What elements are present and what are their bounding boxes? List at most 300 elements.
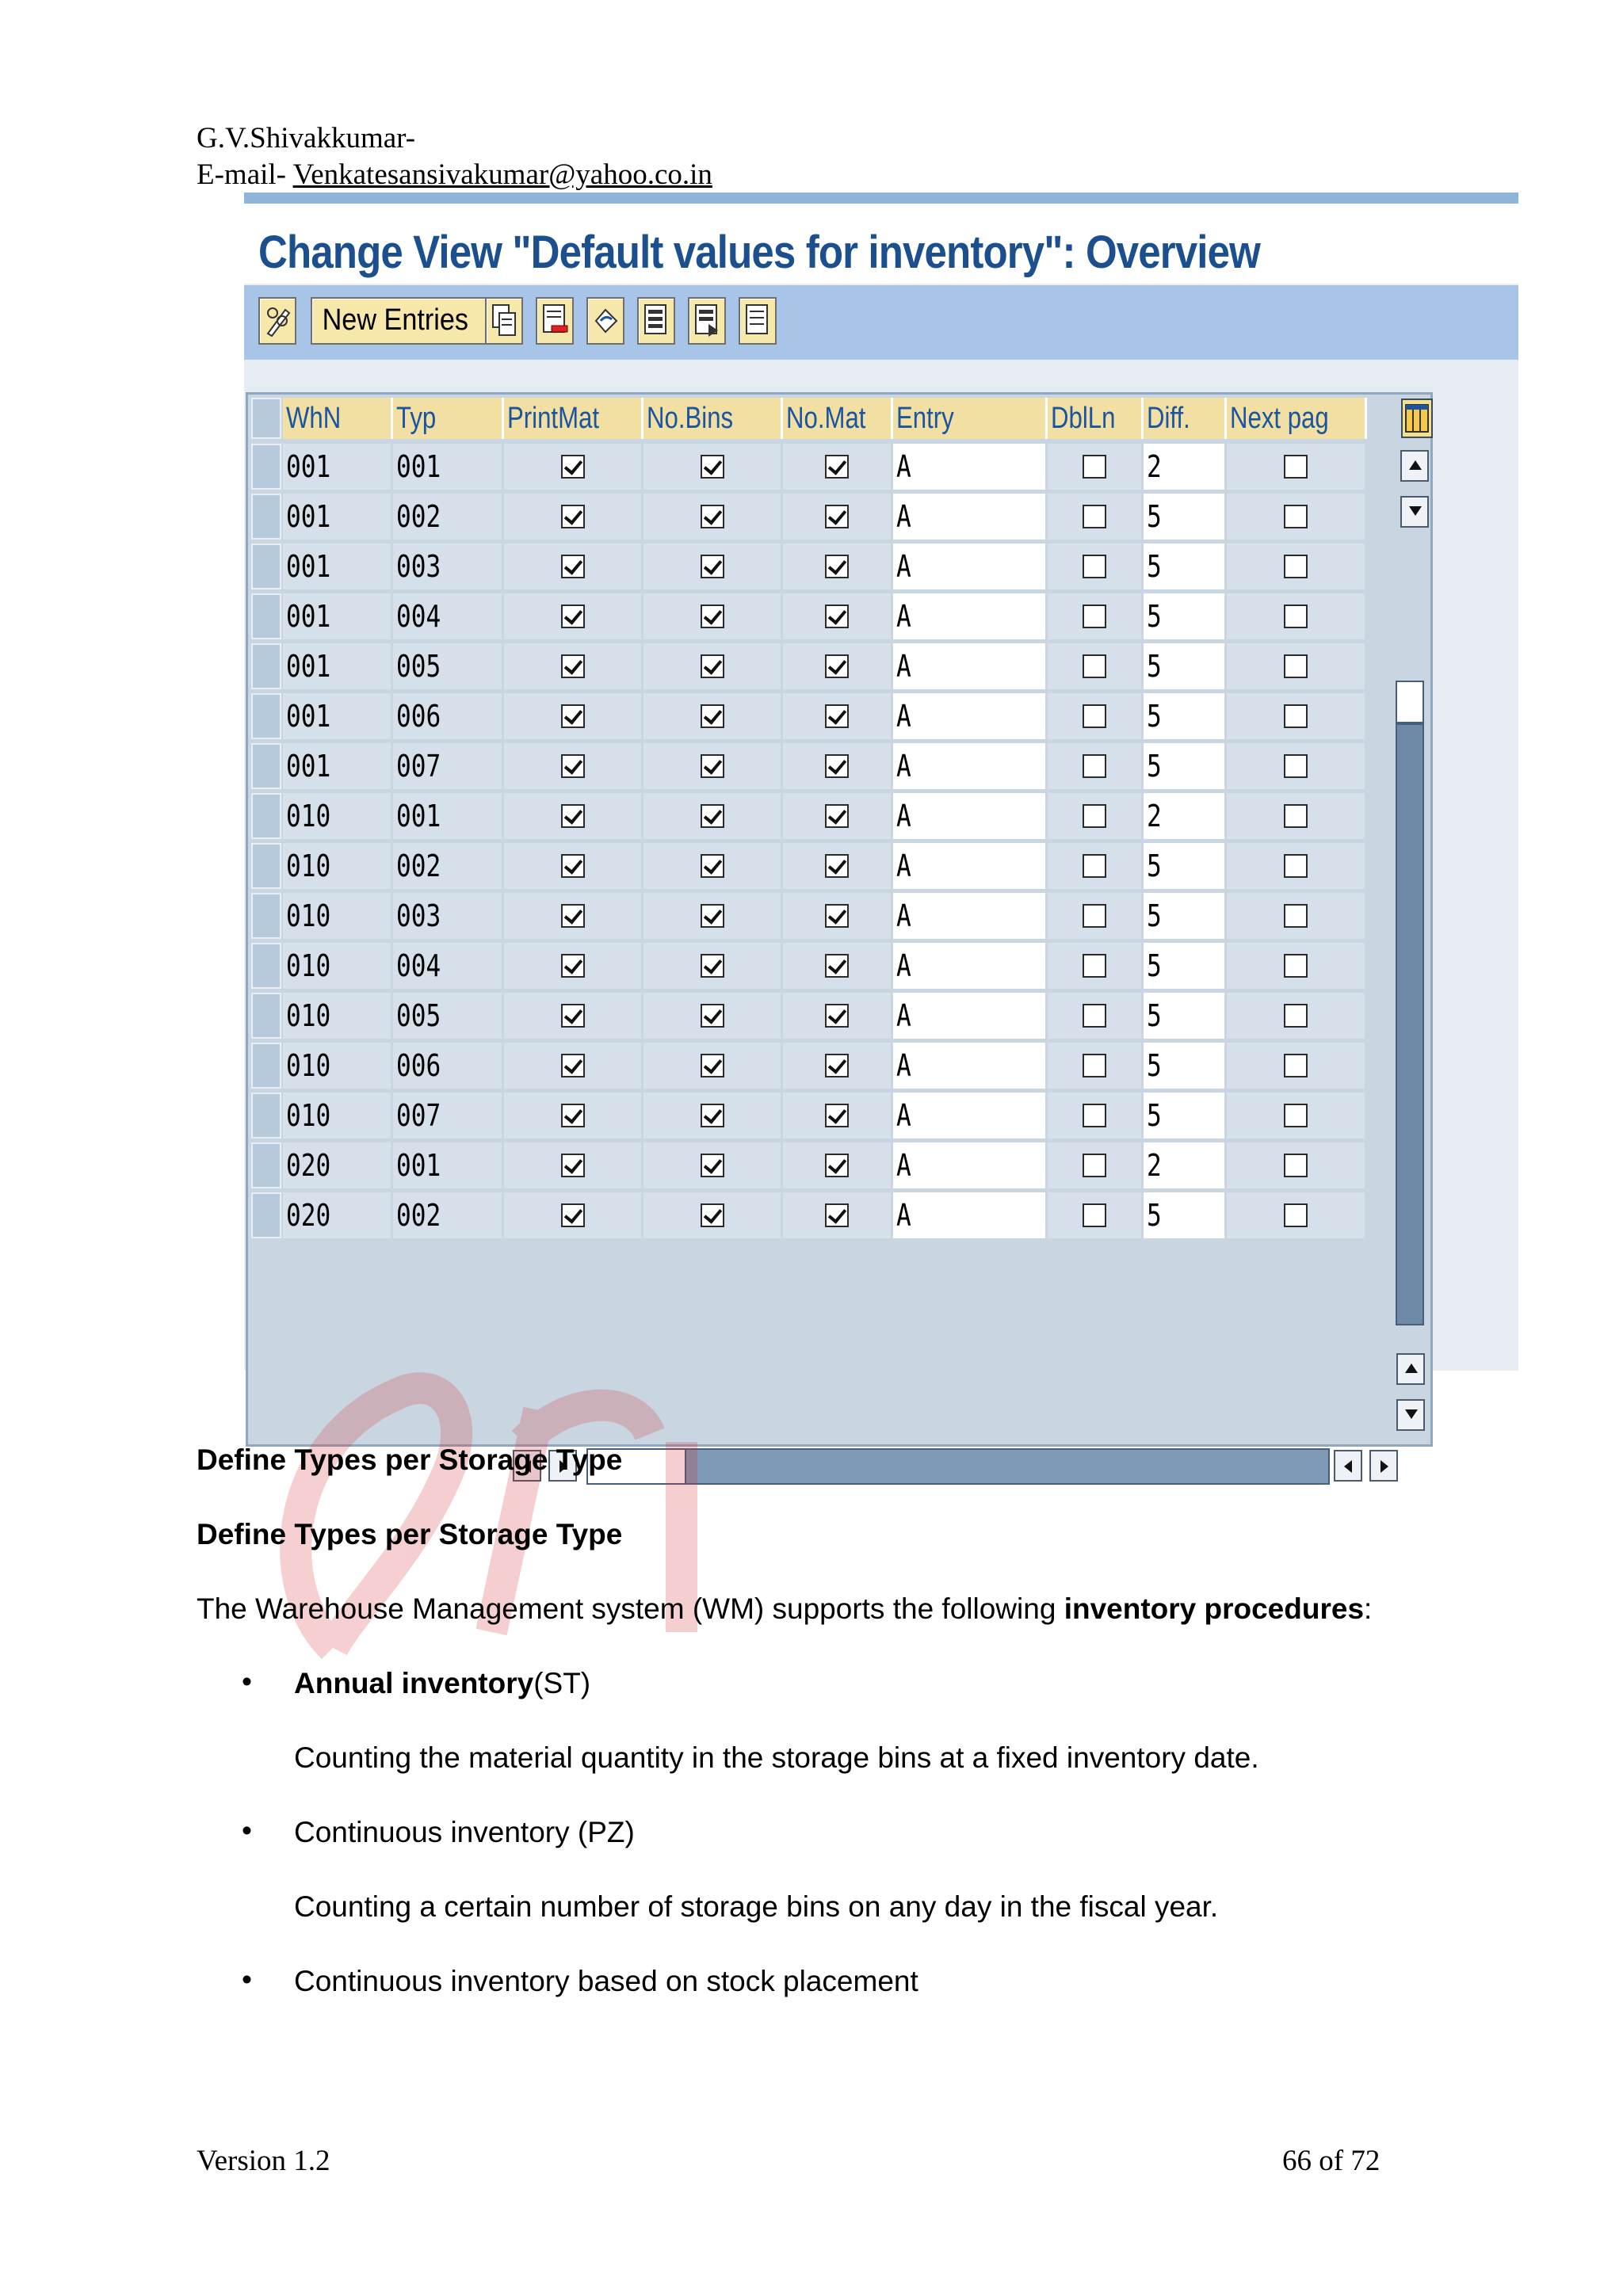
checkbox-dblln[interactable] [1083,804,1106,828]
cell-whn-value: 020 [286,1148,331,1183]
column-header-dblln[interactable] [1048,398,1144,439]
cell-entry[interactable] [893,1192,1045,1238]
bullet-text: Continuous inventory based on stock placement [294,1965,918,1997]
cell-diff[interactable] [1144,593,1224,639]
table-row [248,993,1370,1043]
cell-typ [393,843,502,889]
cell-typ [393,693,502,739]
cell-nobins [643,643,781,689]
table-row [248,1093,1370,1142]
cell-nobins [643,793,781,839]
checkbox-dblln[interactable] [1083,1104,1106,1127]
checkbox-nextpag[interactable] [1284,605,1308,628]
sap-title-bar [244,193,1518,284]
cell-dblln [1048,1043,1141,1089]
cell-printmat [504,743,641,789]
cell-whn-value: 010 [286,849,331,883]
cell-dblln [1048,743,1141,789]
cell-entry[interactable] [893,1142,1045,1188]
checkbox-dblln[interactable] [1083,605,1106,628]
checkbox-dblln[interactable] [1083,654,1106,678]
cell-diff-value: 5 [1147,998,1162,1033]
cell-typ [393,993,502,1039]
cell-whn-value: 001 [286,699,331,734]
checkbox-nomat[interactable] [825,954,849,978]
checkbox-nextpag[interactable] [1284,954,1308,978]
checkbox-nobins[interactable] [701,754,724,778]
cell-diff[interactable] [1144,444,1224,490]
sap-screenshot [244,193,1518,1371]
cell-typ-value: 005 [396,649,441,684]
cell-diff-value: 5 [1147,948,1162,983]
cell-diff-value: 5 [1147,1198,1162,1233]
select-block-icon[interactable] [688,297,726,345]
cell-printmat [504,593,641,639]
horizontal-scroll-track[interactable] [586,1448,1330,1485]
intro-suffix: : [1364,1592,1373,1625]
cell-dblln [1048,793,1141,839]
checkbox-dblln[interactable] [1083,904,1106,928]
bullet-text: Continuous inventory (PZ) [294,1816,635,1848]
checkbox-dblln[interactable] [1083,1203,1106,1227]
cell-whn [283,1192,391,1238]
undo-icon[interactable] [586,297,624,345]
cell-entry[interactable] [893,593,1045,639]
column-header-diff-label: Diff. [1147,402,1190,435]
cell-entry-value: A [896,898,911,933]
cell-diff-value: 5 [1147,649,1162,684]
checkbox-nobins[interactable] [701,804,724,828]
checkbox-printmat[interactable] [561,1154,585,1177]
cell-nextpag [1227,843,1365,889]
cell-typ [393,793,502,839]
cell-printmat [504,1192,641,1238]
cell-diff[interactable] [1144,1093,1224,1138]
table-row [248,793,1370,843]
checkbox-nobins[interactable] [701,1004,724,1028]
page-down-button[interactable] [1396,1399,1425,1431]
checkbox-nobins[interactable] [701,605,724,628]
cell-nomat [783,943,891,989]
table-row [248,1142,1370,1192]
column-header-entry[interactable] [893,398,1048,439]
intro-paragraph [197,1591,1372,1627]
cell-whn-value: 020 [286,1198,331,1233]
checkbox-printmat[interactable] [561,505,585,528]
cell-diff-value: 2 [1147,799,1162,833]
cell-whn-value: 001 [286,749,331,784]
checkbox-nomat[interactable] [825,505,849,528]
cell-entry[interactable] [893,543,1045,589]
cell-diff-value: 5 [1147,749,1162,784]
cell-diff[interactable] [1144,643,1224,689]
table-row [248,893,1370,943]
row-selector[interactable] [251,1192,281,1238]
cell-dblln [1048,943,1141,989]
cell-entry-value: A [896,699,911,734]
cell-diff[interactable] [1144,993,1224,1039]
row-selector[interactable] [251,444,281,490]
cell-typ [393,444,502,490]
cell-printmat [504,543,641,589]
email-link[interactable]: Venkatesansivakumar@yahoo.co.in [292,158,712,191]
cell-nomat [783,993,891,1039]
checkbox-dblln[interactable] [1083,1004,1106,1028]
checkbox-dblln[interactable] [1083,754,1106,778]
cell-nobins [643,693,781,739]
cell-entry[interactable] [893,893,1045,939]
row-selector[interactable] [251,543,281,589]
checkbox-nextpag[interactable] [1284,1154,1308,1177]
cell-whn-value: 001 [286,599,331,634]
row-selector[interactable] [251,494,281,540]
cell-whn [283,543,391,589]
checkbox-dblln[interactable] [1083,704,1106,728]
cell-diff[interactable] [1144,743,1224,789]
row-selector[interactable] [251,1093,281,1138]
cell-diff-value: 5 [1147,1048,1162,1083]
cell-entry[interactable] [893,743,1045,789]
checkbox-nomat[interactable] [825,1054,849,1077]
cell-nomat [783,1192,891,1238]
column-header-printmat[interactable] [504,398,643,439]
checkbox-printmat[interactable] [561,1054,585,1077]
checkbox-nextpag[interactable] [1284,1104,1308,1127]
cell-printmat [504,494,641,540]
cell-entry[interactable] [893,993,1045,1039]
cell-nextpag [1227,444,1365,490]
email-prefix: E-mail- [197,158,293,191]
cell-nobins [643,444,781,490]
table-row [248,494,1370,543]
cell-typ [393,543,502,589]
checkbox-dblln[interactable] [1083,854,1106,878]
cell-nobins [643,743,781,789]
scroll-up-button[interactable] [1400,450,1429,482]
cell-whn [283,494,391,540]
checkbox-nobins[interactable] [701,954,724,978]
row-selector[interactable] [251,693,281,739]
cell-nomat [783,494,891,540]
checkbox-printmat[interactable] [561,704,585,728]
cell-diff[interactable] [1144,1142,1224,1188]
row-selector[interactable] [251,893,281,939]
cell-printmat [504,893,641,939]
author-email-line [197,157,712,193]
checkbox-nobins[interactable] [701,555,724,578]
column-header-nomat[interactable] [783,398,893,439]
checkbox-dblln[interactable] [1083,555,1106,578]
cell-diff-value: 5 [1147,499,1162,534]
column-header-typ[interactable] [393,398,504,439]
cell-typ-value: 005 [396,998,441,1033]
checkbox-nomat[interactable] [825,1004,849,1028]
section-heading-2: Define Types per Storage Type [197,1518,623,1550]
table-row [248,693,1370,743]
checkbox-nomat[interactable] [825,754,849,778]
cell-entry[interactable] [893,793,1045,839]
cell-whn [283,1093,391,1138]
cell-diff[interactable] [1144,1192,1224,1238]
cell-diff[interactable] [1144,693,1224,739]
vertical-scroll-thumb[interactable] [1396,681,1424,723]
cell-nobins [643,593,781,639]
cell-typ [393,1192,502,1238]
column-header-entry-label: Entry [896,402,954,435]
checkbox-nextpag[interactable] [1284,1054,1308,1077]
cell-nomat [783,543,891,589]
cell-whn [283,943,391,989]
cell-nobins [643,543,781,589]
checkbox-nomat[interactable] [825,904,849,928]
checkbox-nomat[interactable] [825,455,849,479]
checkbox-nobins[interactable] [701,1104,724,1127]
row-selector[interactable] [251,843,281,889]
cell-entry-value: A [896,1098,911,1133]
cell-printmat [504,843,641,889]
cell-printmat [504,1142,641,1188]
cell-diff-value: 5 [1147,549,1162,584]
page-up-button[interactable] [1396,1353,1425,1385]
cell-nomat [783,793,891,839]
checkbox-dblln[interactable] [1083,505,1106,528]
row-selector[interactable] [251,943,281,989]
sap-application-toolbar [244,285,1518,360]
checkbox-nextpag[interactable] [1284,455,1308,479]
cell-entry-value: A [896,799,911,833]
checkbox-nextpag[interactable] [1284,854,1308,878]
bullet-marker: • [242,1665,252,1698]
checkbox-nobins[interactable] [701,1154,724,1177]
column-header-typ-label: Typ [396,402,437,435]
checkbox-nextpag[interactable] [1284,1004,1308,1028]
cell-diff[interactable] [1144,543,1224,589]
checkbox-nomat[interactable] [825,605,849,628]
deselect-all-icon[interactable] [739,297,777,345]
checkbox-printmat[interactable] [561,1203,585,1227]
checkbox-nobins[interactable] [701,1054,724,1077]
checkbox-nextpag[interactable] [1284,754,1308,778]
checkbox-nomat[interactable] [825,654,849,678]
new-entries-button[interactable] [311,297,498,345]
checkbox-printmat[interactable] [561,654,585,678]
cell-nomat [783,1093,891,1138]
table-row [248,843,1370,893]
row-selector[interactable] [251,643,281,689]
cell-typ-value: 001 [396,449,441,484]
cell-typ [393,593,502,639]
cell-nobins [643,943,781,989]
cell-nomat [783,743,891,789]
checkbox-dblln[interactable] [1083,1154,1106,1177]
row-selector[interactable] [251,743,281,789]
cell-entry[interactable] [893,494,1045,540]
checkbox-dblln[interactable] [1083,1054,1106,1077]
checkbox-dblln[interactable] [1083,455,1106,479]
checkbox-nomat[interactable] [825,704,849,728]
cell-diff-value: 5 [1147,1098,1162,1133]
checkbox-nextpag[interactable] [1284,505,1308,528]
row-selector[interactable] [251,1142,281,1188]
row-selector[interactable] [251,793,281,839]
cell-whn-value: 010 [286,998,331,1033]
cell-typ-value: 004 [396,948,441,983]
checkbox-nextpag[interactable] [1284,704,1308,728]
cell-nextpag [1227,943,1365,989]
checkbox-nextpag[interactable] [1284,804,1308,828]
checkbox-printmat[interactable] [561,1104,585,1127]
row-selector[interactable] [251,1043,281,1089]
cell-whn [283,1043,391,1089]
bullet-marker: • [242,1814,252,1847]
cell-whn [283,593,391,639]
cell-dblln [1048,593,1141,639]
table-settings-icon[interactable] [1401,399,1433,438]
delete-icon[interactable] [536,297,574,345]
checkbox-printmat[interactable] [561,555,585,578]
cell-entry-value: A [896,948,911,983]
cell-entry-value: A [896,549,911,584]
column-header-diff[interactable] [1144,398,1227,439]
cell-whn-value: 010 [286,799,331,833]
cell-whn [283,693,391,739]
cell-typ [393,1093,502,1138]
checkbox-printmat[interactable] [561,804,585,828]
column-header-whn[interactable] [283,398,393,439]
checkbox-nomat[interactable] [825,555,849,578]
checkbox-printmat[interactable] [561,605,585,628]
checkbox-nomat[interactable] [825,804,849,828]
checkbox-nextpag[interactable] [1284,904,1308,928]
cell-entry[interactable] [893,943,1045,989]
footer-page-number: 66 of 72 [1282,2145,1381,2177]
checkbox-nomat[interactable] [825,1203,849,1227]
checkbox-nextpag[interactable] [1284,555,1308,578]
cell-diff[interactable] [1144,494,1224,540]
checkbox-nobins[interactable] [701,654,724,678]
cell-nextpag [1227,1093,1365,1138]
scroll-far-left-button[interactable] [1334,1450,1362,1482]
cell-nextpag [1227,494,1365,540]
cell-whn [283,793,391,839]
scroll-far-right-button[interactable] [1369,1450,1398,1482]
checkbox-nobins[interactable] [701,854,724,878]
cell-typ-value: 003 [396,549,441,584]
cell-nomat [783,843,891,889]
cell-typ [393,893,502,939]
table-body-area [246,392,1433,1447]
cell-nextpag [1227,643,1365,689]
checkbox-printmat[interactable] [561,754,585,778]
cell-entry[interactable] [893,843,1045,889]
cell-diff-value: 2 [1147,1148,1162,1183]
cell-typ [393,643,502,689]
cell-diff[interactable] [1144,1043,1224,1089]
copy-icon[interactable] [485,297,523,345]
cell-entry[interactable] [893,1043,1045,1089]
cell-typ-value: 006 [396,1048,441,1083]
cell-nomat [783,893,891,939]
row-selector[interactable] [251,593,281,639]
cell-whn-value: 001 [286,649,331,684]
vertical-scroll-track[interactable] [1396,723,1424,1325]
scroll-down-button[interactable] [1400,496,1429,528]
cell-nomat [783,643,891,689]
cell-entry[interactable] [893,444,1045,490]
cell-dblln [1048,1142,1141,1188]
cell-nextpag [1227,693,1365,739]
cell-entry[interactable] [893,643,1045,689]
cell-dblln [1048,444,1141,490]
checkbox-nextpag[interactable] [1284,1203,1308,1227]
cell-dblln [1048,543,1141,589]
checkbox-printmat[interactable] [561,904,585,928]
cell-diff-value: 5 [1147,699,1162,734]
cell-entry[interactable] [893,1093,1045,1138]
column-header-nomat-label: No.Mat [786,402,866,435]
cell-typ [393,1043,502,1089]
cell-nextpag [1227,543,1365,589]
cell-dblln [1048,643,1141,689]
select-all-icon[interactable] [637,297,675,345]
cell-diff[interactable] [1144,793,1224,839]
checkbox-printmat[interactable] [561,854,585,878]
cell-dblln [1048,693,1141,739]
checkbox-nobins[interactable] [701,904,724,928]
column-header-nobins[interactable] [643,398,783,439]
cell-whn [283,643,391,689]
checkbox-dblln[interactable] [1083,954,1106,978]
checkbox-nomat[interactable] [825,854,849,878]
checkbox-nomat[interactable] [825,1104,849,1127]
checkbox-nobins[interactable] [701,1203,724,1227]
checkbox-nomat[interactable] [825,1154,849,1177]
cell-typ-value: 003 [396,898,441,933]
edit-glasses-icon[interactable] [258,297,296,345]
cell-nobins [643,893,781,939]
cell-whn [283,843,391,889]
select-all-rows-button[interactable] [251,398,281,439]
checkbox-nobins[interactable] [701,704,724,728]
cell-diff[interactable] [1144,943,1224,989]
cell-diff[interactable] [1144,893,1224,939]
cell-whn [283,444,391,490]
row-selector[interactable] [251,993,281,1039]
cell-diff[interactable] [1144,843,1224,889]
cell-entry-value: A [896,599,911,634]
cell-nobins [643,993,781,1039]
table-control [244,391,1437,1495]
column-header-nextpag[interactable] [1227,398,1367,439]
cell-entry[interactable] [893,693,1045,739]
column-header-nextpag-label: Next pag [1230,402,1329,435]
cell-nobins [643,1192,781,1238]
checkbox-nobins[interactable] [701,455,724,479]
bullet-marker: • [242,1963,252,1996]
checkbox-printmat[interactable] [561,455,585,479]
checkbox-printmat[interactable] [561,1004,585,1028]
checkbox-nobins[interactable] [701,505,724,528]
cell-printmat [504,693,641,739]
cell-nextpag [1227,743,1365,789]
checkbox-printmat[interactable] [561,954,585,978]
table-row [248,444,1370,494]
section-heading-1: Define Types per Storage Type [197,1444,623,1476]
cell-nextpag [1227,593,1365,639]
intro-prefix: The Warehouse Management system (WM) supports the following [197,1592,1064,1625]
footer-version: Version 1.2 [197,2145,330,2177]
checkbox-nextpag[interactable] [1284,654,1308,678]
